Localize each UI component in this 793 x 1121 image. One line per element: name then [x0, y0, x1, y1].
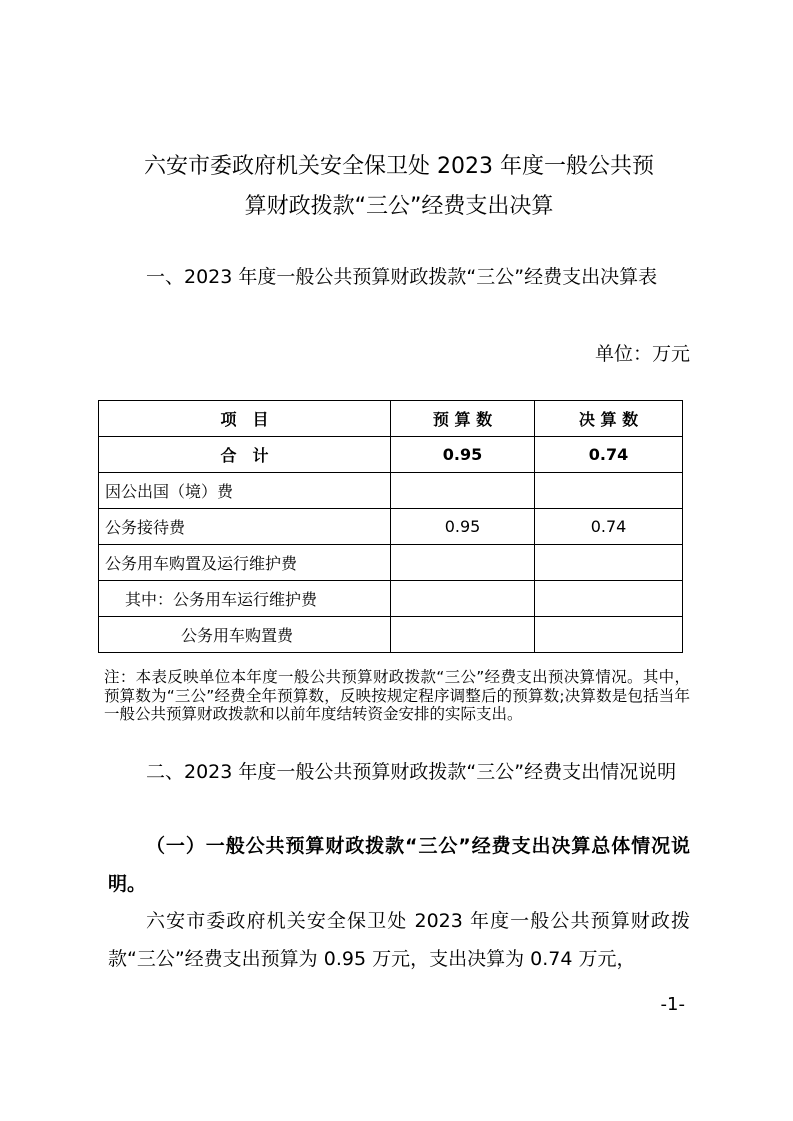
row-final	[535, 617, 683, 653]
row-item: 合 计	[99, 437, 391, 473]
table-note: 注：本表反映单位本年度一般公共预算财政拨款“三公”经费支出预决算情况。其中，预算数为“三公”经费全年预算数，反映按规定程序调整后的预算数;决算数是包括当年一般公共预算财政拨款和以前年度结转资金安排的实际支出。	[104, 668, 690, 723]
unit-label: 单位：万元	[594, 343, 690, 365]
row-final: 0.74	[535, 437, 683, 473]
row-item: 公务接待费	[99, 509, 391, 545]
row-item: 其中：公务用车运行维护费	[99, 581, 391, 617]
section-1-heading: 一、2023 年度一般公共预算财政拨款“三公”经费支出决算表	[146, 266, 658, 288]
header-item: 项 目	[99, 401, 391, 437]
row-final	[535, 581, 683, 617]
table-row	[99, 617, 683, 653]
subsection-1-heading: （一）一般公共预算财政拨款“三公”经费支出决算总体情况说明。	[108, 835, 690, 895]
three-public-expenses-table	[98, 400, 683, 653]
row-item: 公务用车购置及运行维护费	[99, 545, 391, 581]
table-row	[99, 545, 683, 581]
body-paragraph: 六安市委政府机关安全保卫处 2023 年度一般公共预算财政拨款“三公”经费支出预算为 0.95 万元，支出决算为 0.74 万元，	[108, 910, 690, 970]
row-final: 0.74	[535, 509, 683, 545]
table-row	[99, 581, 683, 617]
row-item: 因公出国（境）费	[99, 473, 391, 509]
header-final: 决 算 数	[535, 401, 683, 437]
document-title	[108, 147, 690, 227]
row-budget	[391, 473, 535, 509]
row-budget	[391, 617, 535, 653]
document-title-line-1: 六安市委政府机关安全保卫处 2023 年度一般公共预	[144, 154, 654, 179]
page-number: -1-	[660, 994, 685, 1015]
row-item: 公务用车购置费	[99, 617, 391, 653]
row-budget	[391, 545, 535, 581]
document-title-line-2: 算财政拨款“三公”经费支出决算	[244, 194, 554, 219]
table-row	[99, 473, 683, 509]
section-2-heading: 二、2023 年度一般公共预算财政拨款“三公”经费支出情况说明	[146, 761, 677, 783]
row-final	[535, 545, 683, 581]
row-budget: 0.95	[391, 437, 535, 473]
table-header-row	[99, 401, 683, 437]
row-budget	[391, 581, 535, 617]
row-budget: 0.95	[391, 509, 535, 545]
table-row	[99, 509, 683, 545]
table-row-total	[99, 437, 683, 473]
header-budget: 预 算 数	[391, 401, 535, 437]
row-final	[535, 473, 683, 509]
